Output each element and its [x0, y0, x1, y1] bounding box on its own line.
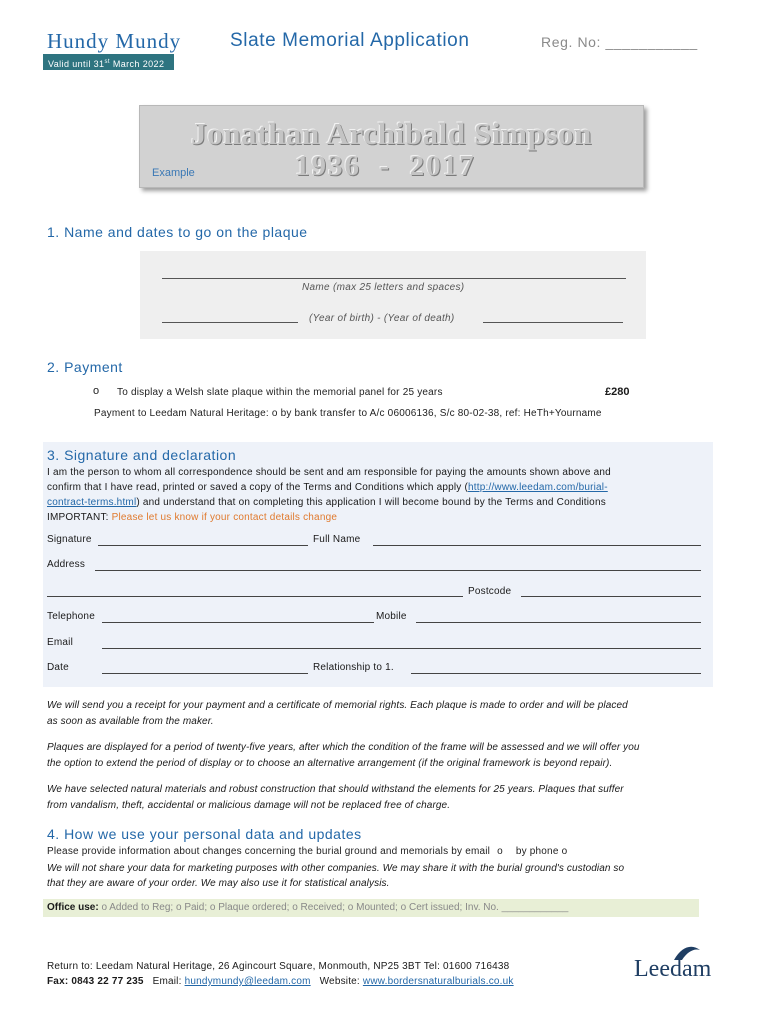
phone-updates-radio[interactable]: o — [561, 846, 568, 857]
signature-field[interactable] — [98, 545, 308, 546]
contact-line — [47, 976, 514, 987]
by-phone-label: by phone — [515, 846, 559, 857]
office-radio-added[interactable]: o — [101, 902, 108, 913]
date-field[interactable] — [102, 673, 308, 674]
website-label: Website: — [319, 976, 360, 987]
payment-suffix: by bank transfer to A/c 06006136, S/c 80-02-38, ref: HeTh+Yourname — [280, 408, 602, 419]
office-item-received: Received; — [300, 902, 346, 913]
postcode-label: Postcode — [468, 586, 512, 597]
important-line — [47, 510, 711, 525]
important-note: Please let us know if your contact details change — [111, 512, 338, 523]
signature-label: Signature — [47, 534, 92, 545]
name-input-line[interactable] — [162, 278, 626, 279]
reg-no-field[interactable]: Reg. No: ___________ — [541, 34, 698, 50]
brand-name: Hundy Mundy — [47, 29, 182, 53]
telephone-field[interactable] — [102, 622, 374, 623]
valid-ordinal: st — [104, 59, 110, 65]
dates-hint: (Year of birth) - (Year of death) — [309, 313, 455, 324]
valid-until-badge — [43, 54, 174, 70]
declaration-text-end: ) and understand that on completing this application I will become bound by the Terms and Conditions — [136, 497, 606, 508]
contact-preference-text: Please provide information about changes concerning the burial ground and memorials by email — [47, 846, 491, 857]
address-field-line-2[interactable] — [47, 596, 463, 597]
signature-section — [43, 442, 713, 687]
option-radio[interactable]: o — [93, 385, 100, 397]
section-1-heading: 1. Name and dates to go on the plaque — [47, 224, 308, 240]
data-share-note-1: We will not share your data for marketing purposes with other companies. We may share it with the burial ground's custodian so — [47, 863, 625, 874]
website-link[interactable]: www.bordersnaturalburials.co.uk — [362, 976, 514, 987]
date-label: Date — [47, 662, 69, 673]
display-note-1: Plaques are displayed for a period of twenty-five years, after which the condition of the frame will be assessed and we will offer you — [47, 742, 640, 753]
office-item-added: Added to Reg; — [109, 902, 174, 913]
full-name-label: Full Name — [313, 534, 361, 545]
example-label: Example — [152, 167, 195, 179]
birth-year-input-line[interactable] — [162, 322, 298, 323]
example-plaque — [139, 105, 644, 188]
office-item-cert: Cert issued; Inv. No. ____________ — [408, 902, 569, 913]
office-use-bar — [43, 899, 699, 917]
relationship-label: Relationship to 1. — [313, 662, 394, 673]
email-updates-radio[interactable]: o — [497, 846, 503, 857]
address-label: Address — [47, 559, 86, 570]
death-year-input-line[interactable] — [483, 322, 623, 323]
office-radio-received[interactable]: o — [292, 902, 298, 913]
example-dates: 1936 - 2017 — [295, 150, 476, 182]
office-radio-ordered[interactable]: o — [209, 902, 216, 913]
valid-prefix: Valid until 31 — [48, 59, 105, 69]
office-item-paid: Paid; — [184, 902, 208, 913]
receipt-note-2: as soon as available from the maker. — [47, 716, 214, 727]
terms-link-continued[interactable]: contract-terms.html — [47, 497, 137, 508]
office-radio-paid[interactable]: o — [175, 902, 182, 913]
payment-option-text: To display a Welsh slate plaque within the memorial panel for 25 years — [117, 387, 443, 398]
payment-instructions — [94, 408, 602, 419]
form-title: Slate Memorial Application — [230, 30, 470, 51]
telephone-label: Telephone — [47, 611, 95, 622]
email-field[interactable] — [102, 648, 701, 649]
office-item-ordered: Plaque ordered; — [218, 902, 290, 913]
declaration-line-1: I am the person to whom all correspondence should be sent and am responsible for paying the amounts shown above and — [47, 467, 611, 478]
mobile-field[interactable] — [416, 622, 701, 623]
valid-suffix: March 2022 — [109, 59, 165, 69]
office-radio-cert[interactable]: o — [400, 902, 407, 913]
leedam-logo — [634, 942, 734, 986]
email-label-footer: Email: — [152, 976, 182, 987]
full-name-field[interactable] — [373, 545, 701, 546]
payment-prefix: Payment to Leedam Natural Heritage: — [94, 408, 269, 419]
declaration-line-2 — [47, 480, 711, 495]
office-use-label: Office use: — [47, 902, 99, 913]
declaration-text: confirm that I have read, printed or saved a copy of the Terms and Conditions which apply ( — [47, 482, 469, 493]
email-link[interactable]: hundymundy@leedam.com — [184, 976, 311, 987]
section-4-heading: 4. How we use your personal data and updates — [47, 826, 362, 842]
display-note-2: the option to extend the period of display or to choose an alternative arrangement (if the original framework is beyond repair). — [47, 758, 613, 769]
example-name: Jonathan Archibald Simpson — [191, 116, 592, 151]
relationship-field[interactable] — [411, 673, 701, 674]
price: £280 — [605, 386, 630, 398]
materials-note-2: from vandalism, theft, accidental or malicious damage will not be replaced free of charge. — [47, 800, 451, 811]
name-hint: Name (max 25 letters and spaces) — [302, 282, 465, 293]
important-label: IMPORTANT: — [47, 512, 109, 523]
plaque-text-box — [140, 251, 646, 339]
postcode-field[interactable] — [521, 596, 701, 597]
bank-transfer-radio[interactable]: o — [271, 408, 278, 419]
section-2-heading: 2. Payment — [47, 359, 123, 375]
office-radio-mounted[interactable]: o — [347, 902, 354, 913]
contact-preference-line — [47, 846, 567, 857]
terms-link[interactable]: http://www.leedam.com/burial- — [468, 482, 608, 493]
data-share-note-2: that they are aware of your order. We may also use it for statistical analysis. — [47, 878, 390, 889]
materials-note-1: We have selected natural materials and robust construction that should withstand the elements for 25 years. Plaques that suffer — [47, 784, 624, 795]
section-3-heading: 3. Signature and declaration — [47, 447, 237, 463]
office-item-mounted: Mounted; — [356, 902, 398, 913]
mobile-label: Mobile — [376, 611, 407, 622]
receipt-note-1: We will send you a receipt for your payment and a certificate of memorial rights. Each plaque is made to order and will be placed — [47, 700, 628, 711]
email-label: Email — [47, 637, 74, 648]
return-address: Return to: Leedam Natural Heritage, 26 Agincourt Square, Monmouth, NP25 3BT Tel: 01600 716438 — [47, 961, 510, 972]
declaration-line-3 — [47, 495, 711, 510]
leedam-wordmark: Leedam — [634, 956, 712, 982]
address-field-line-1[interactable] — [95, 570, 701, 571]
fax-number: Fax: 0843 22 77 235 — [47, 976, 144, 987]
